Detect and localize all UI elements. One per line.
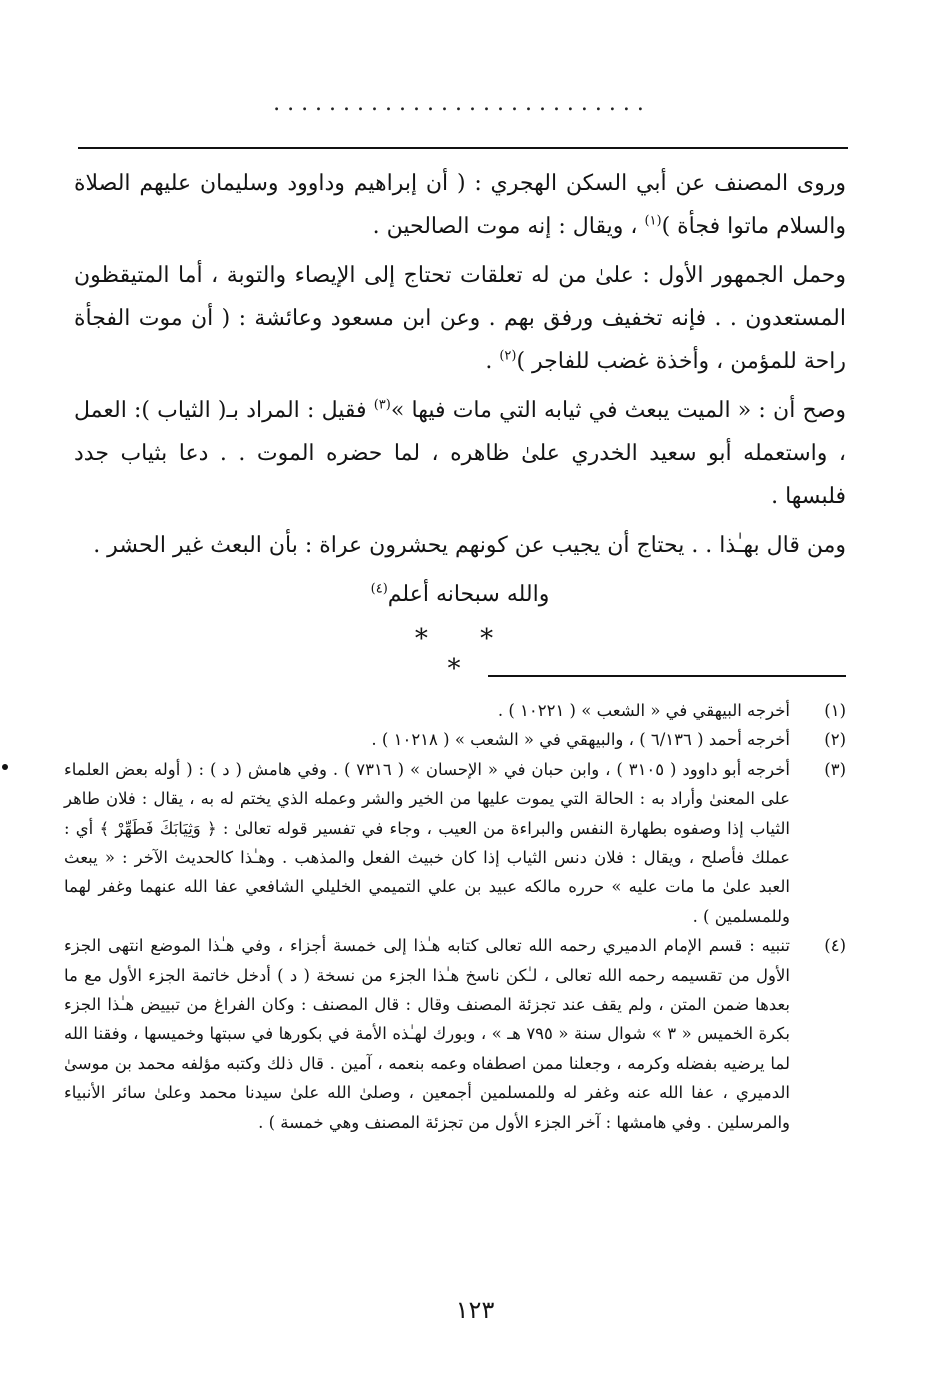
margin-dot [2,764,8,770]
paragraph-2-text-b: . [485,349,500,374]
footnotes [64,696,846,1137]
top-rule [78,147,848,149]
paragraph-2 [74,254,846,383]
footnote-2 [64,725,846,754]
header-dotted-line: ........................... [273,92,651,116]
footnote-1 [64,696,846,725]
paragraph-3-text-b: فقيل : المراد بـ( الثياب ): العمل ، واستعمله أبو سعيد الخدري علىٰ ظاهره ، لما حضره الموت . . دعا بثياب جدد فلبسها . [74,398,846,509]
closing-text: والله سبحانه أعلم [387,582,550,607]
footnote-number: (١) [824,701,846,720]
section-separator-stars: * * * [414,624,516,684]
footnote-text: أخرجه أبو داوود ( ٣١٠٥ ) ، وابن حبان في « الإحسان » ( ٧٣١٦ ) . وفي هامش ( د ) : ( أوله بعض العلماء على المعنىٰ وأراد به : الحالة التي يموت عليها من الخير والشر وعمله الذي يختم له به ، يقال : فلان طاهر الثياب إذا وصفوه بطهارة النفس والبراءة من العيب ، وجاء في تفسير قوله تعالىٰ : ﴿ وَثِيَابَكَ فَطَهِّرْ ﴾ أي : عملك فأصلح ، ويقال : فلان دنس الثياب إذا كان خبيث الفعل والمذهب . وهـٰذا كالحديث الآخر : « يبعث العبد علىٰ ما مات عليه » حرره مالكه عبيد بن علي التميمي الخليلي الشافعي عفا الله عنهما وغفر لهما وللمسلمين ) . [64,759,790,926]
footnote-text: تنبيه : قسم الإمام الدميري رحمه الله تعالى كتابه هـٰذا إلى خمسة أجزاء ، وفي هـٰذا الموضع انتهى الجزء الأول من تقسيمه رحمه الله تعالى ، لـٰكن ناسخ هـٰذا الجزء من نسخة ( د ) أدخل خاتمة الجزء الأول مع ما بعدها ضمن المتن ، ولم يقف عند تجزئة المصنف وقال : قال المصنف : وكان الفراغ من تبييض هـٰذا الجزء بكرة الخميس « ٣ » شوال سنة « ٧٩٥ هـ » ، وبورك لهـٰذه الأمة في بكورها في سبتها وخميسها ، وفقنا الله لما يرضيه بفضله وكرمه ، وجعلنا ممن اصطفاه وعمه بنعمه ، آمين . قال ذلك وكتبه مؤلفه محمد بن موسىٰ الدميري ، عفا الله عنه وغفر له وللمسلمين أجمعين ، وصلىٰ الله علىٰ سيدنا محمد وعلىٰ سائر الأنبياء والمرسلين . وفي هامشها : آخر الجزء الأول من تجزئة المصنف وهي خمسة ) . [64,936,790,1132]
footnote-ref-1[interactable]: (١) [644,213,662,229]
paragraph-2-text-a: وحمل الجمهور الأول : علىٰ من له تعلقات تحتاج إلى الإيصاء والتوبة ، أما المتيقظون المستعدون . . فإنه تخفيف ورفق بهم . وعن ابن مسعود وعائشة : ( أن موت الفجأة راحة للمؤمن ، وأخذة غضب للفاجر ) [74,263,846,374]
footnote-ref-4[interactable]: (٤) [370,581,388,597]
main-text [74,162,846,622]
footnote-number: (٤) [824,936,846,956]
footnote-ref-3[interactable]: (٣) [373,397,391,413]
footnote-3 [64,755,846,931]
paragraph-3 [74,389,846,518]
paragraph-1-text-a: وروى المصنف عن أبي السكن الهجري : ( أن إبراهيم وداوود وسليمان عليهم الصلاة والسلام ماتوا فجأة ) [74,171,846,239]
footnote-text: أخرجه أحمد ( ٦/١٣٦ ) ، والبيهقي في « الشعب » ( ١٠٢١٨ ) . [371,730,790,750]
paragraph-1 [74,162,846,248]
footnote-ref-2[interactable]: (٢) [499,348,517,364]
paragraph-4: ومن قال بهـٰذا . . يحتاج أن يجيب عن كونهم يحشرون عراة : بأن البعث غير الحشر . [93,533,846,558]
page-number: ١٢٣ [455,1296,495,1324]
footnote-text: أخرجه البيهقي في « الشعب » ( ١٠٢٢١ ) . [497,701,790,720]
paragraph-1-text-b: ، ويقال : إنه موت الصالحين . [372,214,645,239]
footnote-4 [64,931,846,1137]
closing-line [74,573,846,616]
footnote-number: (٣) [824,759,846,779]
paragraph-3-text-a: وصح أن : « الميت يبعث في ثيابه التي مات فيها » [390,398,846,423]
footnote-rule [488,675,846,677]
footnote-number: (٢) [824,730,846,750]
